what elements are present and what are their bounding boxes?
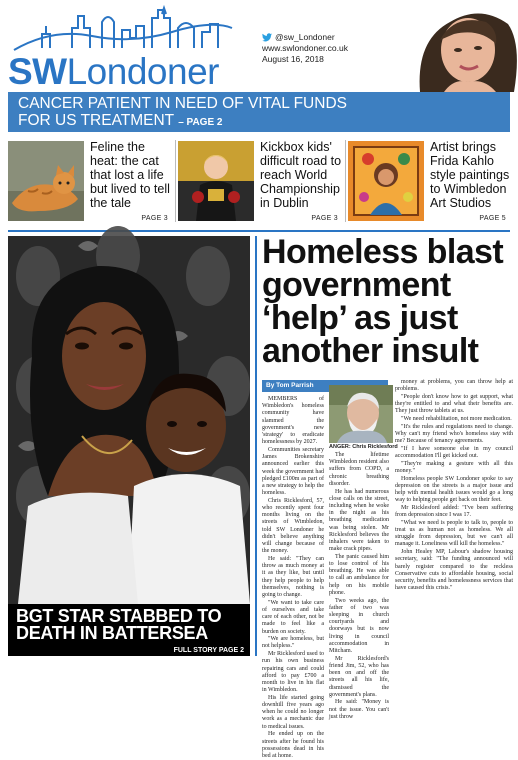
paragraph: He has had numerous close calls on the street, including when he woke in the night as his breathing medication was being stolen. Mr Ricklesford believes the inhalers were taken to make crack pipes. — [329, 488, 389, 553]
paragraph: He ended up on the streets after he found his possessions dead in his bed at home. — [262, 731, 324, 759]
brand-wordmark: SWLondoner — [8, 51, 219, 92]
lead-photo — [8, 236, 250, 604]
banner-line-1: CANCER PATIENT IN NEED OF VITAL FUNDS — [18, 95, 347, 112]
website-link[interactable]: www.swlondoner.co.uk — [262, 43, 348, 53]
banner-line-2: FOR US TREATMENT – PAGE 2 — [18, 112, 223, 129]
twitter-icon — [262, 33, 272, 42]
teaser-cat-story[interactable] — [8, 138, 172, 224]
paragraph: MEMBERS of Wimbledon's homeless community have slammed the government's new 'strategy' to eradicate homelessness by 2027. — [262, 396, 324, 446]
paragraph: money at problems, you can throw help at problems. — [395, 379, 513, 393]
cover-star-portrait[interactable] — [410, 0, 518, 92]
story-column-2 — [329, 452, 389, 720]
lead-more-link[interactable]: FULL STORY PAGE 2 — [173, 647, 244, 654]
paragraph: "If I have someone else in my council accommodation I'll get kicked out. — [395, 445, 513, 460]
paragraph: Mr Ricklesford added: "I've been suffering from depression since I was 17. — [395, 504, 513, 519]
teaser-title: Feline the heat: the cat that lost a life but lived to tell the tale — [90, 140, 170, 210]
paragraph: The panic caused him to lose control of his breathing. He was able to call an ambulance for help on his mobile phone. — [329, 553, 389, 596]
banner-page-ref: – PAGE 2 — [178, 117, 223, 128]
paragraph: The lifetime Wimbledon resident also suffers from COPD, a chronic breathing disorder. — [329, 452, 389, 487]
paragraph: Communities secretary James Brokenshire announced earlier this week the government had pledged £100m as part of a new strategy to help the homeless. — [262, 446, 324, 497]
lead-headline: BGT STAR STABBED TO DEATH IN BATTERSEA — [16, 606, 222, 643]
paragraph: He said: "They can throw as much money at it as they like, but until they help people to help themselves, nothing is going to change. — [262, 555, 324, 598]
teaser-divider — [345, 140, 346, 222]
paragraph: "We want to take care of ourselves and take care of each other, not be made to feel like a burden on society. — [262, 599, 324, 635]
twitter-link[interactable] — [262, 32, 348, 43]
teaser-page: PAGE 3 — [311, 215, 338, 222]
skyline-logo-icon — [12, 8, 234, 54]
paragraph: Homeless people SW Londoner spoke to say depression on the streets is a major issue and help with mental health issues would go a long way to helping people get back on their feet. — [395, 475, 513, 504]
teaser-title: Artist brings Frida Kahlo style paintings to Wimbledon Art Studios — [430, 140, 510, 210]
lead-caption — [8, 604, 250, 656]
teaser-page: PAGE 5 — [479, 215, 506, 222]
photo-caption: ANGER: Chris Ricklesford — [329, 444, 398, 450]
cover-banner-story[interactable] — [8, 92, 510, 132]
paragraph: "They're making a gesture with all this money." — [395, 460, 513, 474]
paragraph: "We are homeless, but not helpless." — [262, 636, 324, 650]
teaser-art-story[interactable] — [348, 138, 510, 224]
paragraph: He said: "Money is not the issue. You can't just throw — [329, 699, 389, 720]
paragraph: "We need rehabilitation, not more medication. — [401, 416, 512, 423]
teaser-page: PAGE 3 — [141, 215, 168, 222]
column-divider — [255, 236, 257, 656]
frida-painting-photo — [348, 141, 424, 221]
paragraph: Two weeks ago, the father of two was sleeping in church courtyards and doorways but is now living in council accommodation in Mitcham. — [329, 597, 389, 654]
main-headline[interactable]: Homeless blast government ‘help’ as just another insult — [262, 233, 504, 370]
paragraph: John Healey MP, Labour's shadow housing secretary, said: "The funding announced will barely register compared to the reckless Conservative cuts to affordable housing, social security, benefits and homelessness services that have caused this crisis." — [395, 549, 513, 592]
masthead — [0, 0, 518, 92]
contact-info — [262, 32, 348, 65]
paragraph: Mr Ricklesford used to run his own business repairing cars and could afford to pay £700 a month to live in his flat in Wimbledon. — [262, 651, 324, 694]
story-column-1 — [262, 396, 324, 759]
teaser-strip — [8, 138, 510, 224]
chris-ricklesford-photo — [329, 385, 393, 443]
paragraph: "It's the rules and regulations need to change. Why can't my friend who's homeless stay with me? Because of tenancy agreements. — [395, 423, 513, 445]
teaser-title: Kickbox kids' difficult road to reach World Championship in Dublin — [260, 140, 342, 210]
paragraph: Mr Ricklesford's friend Jim, 52, who has been on and off the streets all his life, dismissed the government's plans. — [329, 655, 389, 698]
teaser-divider — [175, 140, 176, 222]
paragraph: Chris Ricklesford, 57, who recently spent four months living on the streets of Wimbledon, told SW Londoner he didn't believe anything will change because of the money. — [262, 497, 324, 555]
byline: By Tom Parrish — [262, 380, 388, 392]
paragraph: "What we need is people to talk to, people to treat us as human not as homeless. We all struggle from depression, but we can't all manage it. Loneliness will kill the homeless." — [395, 519, 513, 548]
story-column-3 — [395, 379, 513, 658]
paragraph: His life started going downhill five years ago when he could no longer work as a mechanic due to medical issues. — [262, 694, 324, 730]
paragraph: "People don't know how to get support, what they're entitled to and what their benefits are. They just throw tablets at us. — [395, 393, 513, 415]
teaser-kickbox-story[interactable] — [178, 138, 342, 224]
brand-logo[interactable] — [8, 8, 238, 92]
cat-photo — [8, 141, 84, 221]
section-rule — [8, 230, 510, 232]
twitter-handle: @sw_Londoner — [275, 32, 335, 42]
lead-story[interactable] — [8, 236, 250, 656]
issue-date: August 16, 2018 — [262, 54, 324, 64]
kickbox-kid-photo — [178, 141, 254, 221]
